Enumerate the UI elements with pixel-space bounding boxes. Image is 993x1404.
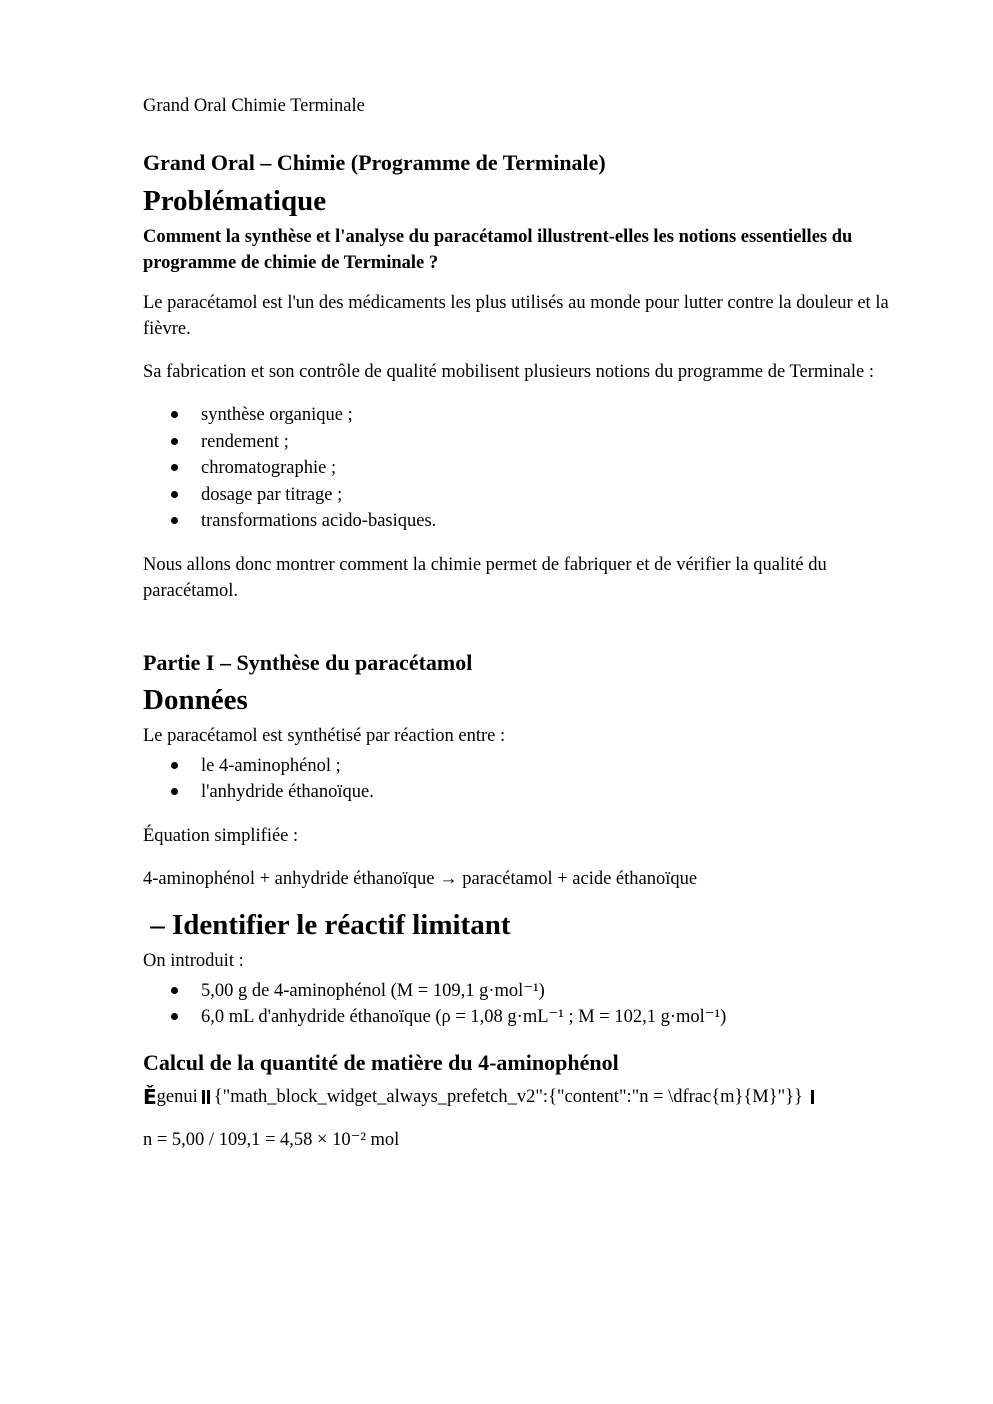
intro-paragraph-3: Nous allons donc montrer comment la chimie permet de fabriquer et de vérifier la qualité du paracétamol. xyxy=(143,554,827,601)
calcul-heading: Calcul de la quantité de matière du 4-aminophénol xyxy=(143,1049,619,1075)
list-item: dosage par titrage ; xyxy=(143,482,913,509)
list-item: transformations acido-basiques. xyxy=(143,508,913,535)
math-widget-word: genui xyxy=(156,1086,198,1107)
intro-paragraph-1: Le paracétamol est l'un des médicaments les plus utilisés au monde pour lutter contre la douleur et la fièvre. xyxy=(143,293,889,339)
donnees-heading: Données xyxy=(143,683,248,716)
equation-label: Équation simplifiée : xyxy=(143,825,299,846)
math-widget-json: {"math_block_widget_always_prefetch_v2":{"content":"n = \dfrac{m}{M}"}} xyxy=(213,1086,803,1107)
list-item: synthèse organique ; xyxy=(143,402,913,429)
partie-1-title: Partie I – Synthèse du paracétamol xyxy=(143,649,473,675)
notions-list xyxy=(143,402,913,535)
limitant-intro: On introduit : xyxy=(143,950,244,971)
intro-paragraph-2: Sa fabrication et son contrôle de qualité mobilisent plusieurs notions du programme de Terminale : xyxy=(143,362,874,382)
list-item: 6,0 mL d'anhydride éthanoïque (ρ = 1,08 g·mL⁻¹ ; M = 102,1 g·mol⁻¹) xyxy=(143,1004,913,1031)
math-glyph: Ě xyxy=(143,1084,157,1109)
list-item: chromatographie ; xyxy=(143,455,913,482)
list-item: l'anhydride éthanoïque. xyxy=(143,779,913,806)
list-item: 5,00 g de 4-aminophénol (M = 109,1 g·mol⁻¹) xyxy=(143,978,913,1005)
separator-bars-icon xyxy=(202,1090,210,1104)
end-bar-icon xyxy=(811,1090,814,1104)
running-header: Grand Oral Chimie Terminale xyxy=(143,96,365,116)
reactifs-list xyxy=(143,753,913,806)
calc-result: n = 5,00 / 109,1 = 4,58 × 10⁻² mol xyxy=(143,1129,400,1150)
list-item: rendement ; xyxy=(143,429,913,456)
donnees-intro: Le paracétamol est synthétisé par réaction entre : xyxy=(143,725,506,746)
reactif-limitant-heading: – Identifier le réactif limitant xyxy=(143,908,511,941)
reaction-equation: 4-aminophénol + anhydride éthanoïque → paracétamol + acide éthanoïque xyxy=(143,868,698,889)
quantites-list xyxy=(143,978,913,1031)
list-item: le 4-aminophénol ; xyxy=(143,753,913,780)
problematique-question: Comment la synthèse et l'analyse du paracétamol illustrent-elles les notions essentielles du programme de chimie de Terminale ? xyxy=(143,227,853,273)
problematique-heading: Problématique xyxy=(143,185,327,217)
main-title: Grand Oral – Chimie (Programme de Terminale) xyxy=(143,150,606,175)
math-widget-placeholder xyxy=(143,1084,913,1110)
